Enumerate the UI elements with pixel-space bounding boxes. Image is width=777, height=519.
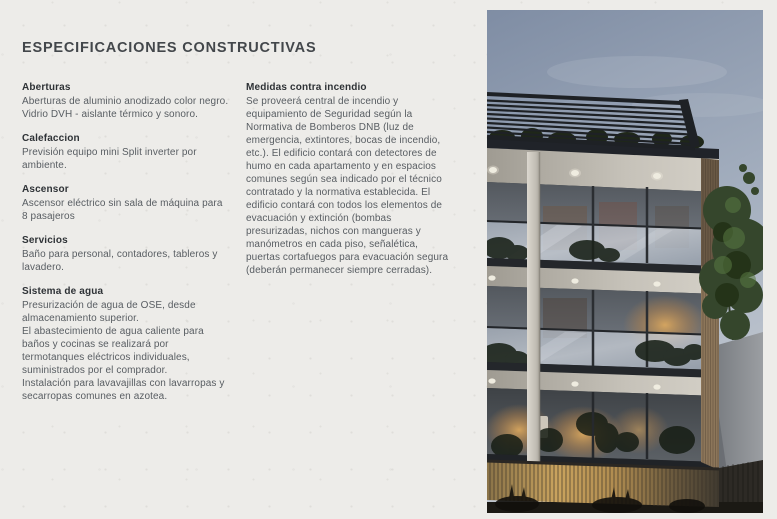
- page-title: ESPECIFICACIONES CONSTRUCTIVAS: [22, 40, 317, 56]
- downlight: [488, 378, 495, 383]
- section-paragraph: Previsión equipo mini Split inverter por ambiente.: [22, 147, 197, 171]
- section-paragraph: Ascensor eléctrico sin sala de máquina para 8 pasajeros: [22, 198, 223, 222]
- section-paragraph: Se proveerá central de incendio y equipamiento de Seguridad según la Normativa de Bomberos DNB (luz de emergencia, extintores, bocas de incendio, etc.). El edificio contará con detectores de humo en cada apartamento y en espacios comunes según sea indicado por el técnico contratado y la normativa establecida. El edificio contará con todos los elementos de evacuación y extinción (bombas presurizadas, nichos con mangueras y manómetros en cada piso, señalética, puertas cortafuegos para evacuación segura (deberán permanecer siempre cerradas).: [246, 96, 449, 276]
- section-aberturas: [22, 82, 229, 121]
- downlight: [488, 275, 495, 280]
- section-heading: Sistema de agua: [22, 286, 104, 297]
- downlight: [653, 281, 660, 286]
- downlight: [571, 381, 578, 386]
- section-heading: Ascensor: [22, 184, 69, 195]
- section-sistema-de-agua: [22, 286, 229, 403]
- section-paragraph: Aberturas de aluminio anodizado color negro. Vidrio DVH - aislante térmico y sonoro.: [22, 96, 229, 120]
- street-fence: [487, 460, 763, 513]
- downlight: [653, 384, 660, 389]
- section-ascensor: [22, 184, 229, 223]
- section-paragraph: El abastecimiento de agua caliente para baños y cocinas se realizará por termotanques eléctricos individuales, suministrados por el comprador.: [22, 326, 204, 376]
- section-paragraph: Presurización de agua de OSE, desde almacenamiento superior.: [22, 300, 196, 324]
- section-paragraph: Baño para personal, contadores, tableros y lavadero.: [22, 249, 218, 273]
- section-medidas-contra-incendio: [246, 82, 453, 277]
- floor2-glass: [487, 286, 719, 370]
- downlight: [489, 167, 497, 173]
- section-heading: Medidas contra incendio: [246, 82, 367, 93]
- downlight: [653, 173, 661, 179]
- section-paragraph: Instalación para lavavajillas con lavarropas y secarropas comunes en azotea.: [22, 378, 225, 402]
- floor1-glass: [487, 182, 719, 266]
- building-photo: [487, 10, 763, 513]
- section-heading: Aberturas: [22, 82, 71, 93]
- concrete-pillar: [527, 152, 540, 462]
- spec-columns: [22, 82, 462, 415]
- section-heading: Calefaccion: [22, 133, 80, 144]
- section-heading: Servicios: [22, 235, 68, 246]
- left-column: [22, 82, 229, 415]
- downlight: [571, 170, 579, 176]
- section-calefaccion: [22, 133, 229, 172]
- building-illustration: [487, 10, 763, 513]
- downlight: [571, 278, 578, 283]
- ground-floor-glass: [487, 388, 719, 462]
- right-column: [246, 82, 453, 415]
- section-servicios: [22, 235, 229, 274]
